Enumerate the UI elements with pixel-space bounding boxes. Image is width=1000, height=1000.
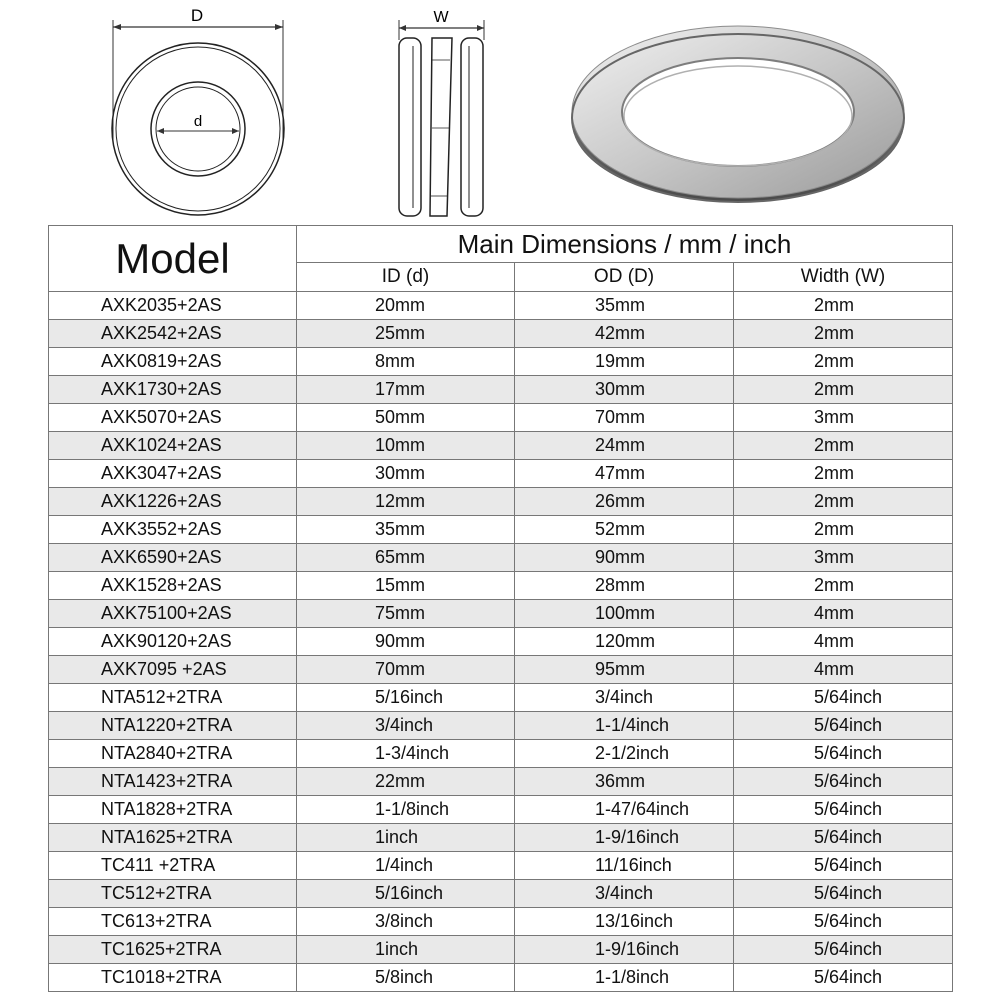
table-row: [49, 460, 953, 488]
id-cell: 1-1/8inch: [297, 796, 515, 824]
table-row: [49, 656, 953, 684]
table-row: [49, 376, 953, 404]
table-row: [49, 768, 953, 796]
product-figures: [0, 0, 1000, 225]
model-cell: AXK3552+2AS: [49, 516, 297, 544]
width-cell: 3mm: [734, 404, 953, 432]
dimension-table: [48, 225, 953, 992]
model-cell: NTA2840+2TRA: [49, 740, 297, 768]
thrust-bearing-photo-icon: [572, 26, 904, 202]
id-cell: 10mm: [297, 432, 515, 460]
width-cell: 4mm: [734, 628, 953, 656]
od-cell: 13/16inch: [515, 908, 734, 936]
id-cell: 20mm: [297, 292, 515, 320]
width-cell: 5/64inch: [734, 740, 953, 768]
model-cell: AXK90120+2AS: [49, 628, 297, 656]
width-cell: 5/64inch: [734, 796, 953, 824]
id-cell: 65mm: [297, 544, 515, 572]
width-cell: 4mm: [734, 656, 953, 684]
inner-diameter-label: d: [193, 113, 203, 130]
id-cell: 17mm: [297, 376, 515, 404]
table-row: [49, 684, 953, 712]
table-row: [49, 908, 953, 936]
od-cell: 90mm: [515, 544, 734, 572]
model-cell: AXK75100+2AS: [49, 600, 297, 628]
model-cell: TC512+2TRA: [49, 880, 297, 908]
od-cell: 26mm: [515, 488, 734, 516]
right-washer-outline: [461, 38, 483, 216]
width-cell: 5/64inch: [734, 880, 953, 908]
od-cell: 120mm: [515, 628, 734, 656]
id-cell: 70mm: [297, 656, 515, 684]
od-cell: 1-9/16inch: [515, 824, 734, 852]
table-body: [49, 292, 953, 992]
id-cell: 3/4inch: [297, 712, 515, 740]
table-row: [49, 852, 953, 880]
side-view-drawing: [399, 9, 484, 216]
table-row: [49, 348, 953, 376]
width-cell: 5/64inch: [734, 852, 953, 880]
id-column-header: ID (d): [297, 263, 515, 292]
table-row: [49, 516, 953, 544]
id-cell: 75mm: [297, 600, 515, 628]
model-column-header: Model: [49, 226, 297, 292]
od-column-header: OD (D): [515, 263, 734, 292]
width-cell: 2mm: [734, 488, 953, 516]
od-cell: 36mm: [515, 768, 734, 796]
table-row: [49, 432, 953, 460]
needle-cage-outline: [430, 38, 452, 216]
table-row: [49, 488, 953, 516]
model-cell: AXK2035+2AS: [49, 292, 297, 320]
model-cell: NTA1625+2TRA: [49, 824, 297, 852]
width-cell: 5/64inch: [734, 712, 953, 740]
table-row: [49, 628, 953, 656]
width-cell: 2mm: [734, 376, 953, 404]
od-cell: 1-9/16inch: [515, 936, 734, 964]
model-cell: TC1625+2TRA: [49, 936, 297, 964]
id-cell: 22mm: [297, 768, 515, 796]
od-cell: 19mm: [515, 348, 734, 376]
width-cell: 5/64inch: [734, 684, 953, 712]
table-row: [49, 936, 953, 964]
table-row: [49, 600, 953, 628]
model-cell: NTA1220+2TRA: [49, 712, 297, 740]
width-cell: 4mm: [734, 600, 953, 628]
id-cell: 15mm: [297, 572, 515, 600]
od-cell: 95mm: [515, 656, 734, 684]
width-cell: 2mm: [734, 348, 953, 376]
id-cell: 1/4inch: [297, 852, 515, 880]
id-cell: 35mm: [297, 516, 515, 544]
model-cell: AXK6590+2AS: [49, 544, 297, 572]
od-cell: 1-1/8inch: [515, 964, 734, 992]
od-cell: 42mm: [515, 320, 734, 348]
table-row: [49, 880, 953, 908]
model-cell: AXK0819+2AS: [49, 348, 297, 376]
od-cell: 24mm: [515, 432, 734, 460]
model-cell: AXK1024+2AS: [49, 432, 297, 460]
od-cell: 1-47/64inch: [515, 796, 734, 824]
table-row: [49, 796, 953, 824]
model-cell: AXK1226+2AS: [49, 488, 297, 516]
left-washer-outline: [399, 38, 421, 216]
od-cell: 28mm: [515, 572, 734, 600]
id-cell: 8mm: [297, 348, 515, 376]
od-cell: 1-1/4inch: [515, 712, 734, 740]
od-cell: 52mm: [515, 516, 734, 544]
id-cell: 90mm: [297, 628, 515, 656]
od-cell: 30mm: [515, 376, 734, 404]
id-cell: 25mm: [297, 320, 515, 348]
model-cell: AXK1528+2AS: [49, 572, 297, 600]
id-cell: 1inch: [297, 936, 515, 964]
width-cell: 5/64inch: [734, 936, 953, 964]
model-cell: TC1018+2TRA: [49, 964, 297, 992]
table-row: [49, 320, 953, 348]
id-cell: 5/16inch: [297, 880, 515, 908]
od-cell: 3/4inch: [515, 684, 734, 712]
width-cell: 3mm: [734, 544, 953, 572]
model-cell: AXK7095 +2AS: [49, 656, 297, 684]
front-view-drawing: [112, 6, 284, 215]
table-row: [49, 544, 953, 572]
table-row: [49, 964, 953, 992]
od-cell: 35mm: [515, 292, 734, 320]
table-row: [49, 740, 953, 768]
id-cell: 5/8inch: [297, 964, 515, 992]
id-cell: 3/8inch: [297, 908, 515, 936]
id-cell: 12mm: [297, 488, 515, 516]
model-cell: TC613+2TRA: [49, 908, 297, 936]
model-cell: AXK1730+2AS: [49, 376, 297, 404]
table-row: [49, 292, 953, 320]
id-cell: 5/16inch: [297, 684, 515, 712]
width-cell: 5/64inch: [734, 824, 953, 852]
width-cell: 5/64inch: [734, 768, 953, 796]
id-cell: 1-3/4inch: [297, 740, 515, 768]
model-cell: NTA512+2TRA: [49, 684, 297, 712]
od-cell: 100mm: [515, 600, 734, 628]
od-cell: 47mm: [515, 460, 734, 488]
model-cell: AXK3047+2AS: [49, 460, 297, 488]
model-cell: NTA1423+2TRA: [49, 768, 297, 796]
width-label: W: [433, 9, 449, 26]
width-cell: 2mm: [734, 460, 953, 488]
model-cell: TC411 +2TRA: [49, 852, 297, 880]
table-row: [49, 824, 953, 852]
model-cell: NTA1828+2TRA: [49, 796, 297, 824]
width-column-header: Width (W): [734, 263, 953, 292]
width-cell: 2mm: [734, 320, 953, 348]
outer-diameter-label: D: [190, 6, 204, 25]
id-cell: 1inch: [297, 824, 515, 852]
od-cell: 70mm: [515, 404, 734, 432]
table-row: [49, 712, 953, 740]
width-cell: 5/64inch: [734, 908, 953, 936]
width-cell: 5/64inch: [734, 964, 953, 992]
id-cell: 30mm: [297, 460, 515, 488]
model-cell: AXK5070+2AS: [49, 404, 297, 432]
od-cell: 2-1/2inch: [515, 740, 734, 768]
width-cell: 2mm: [734, 572, 953, 600]
id-cell: 50mm: [297, 404, 515, 432]
width-cell: 2mm: [734, 292, 953, 320]
table-row: [49, 404, 953, 432]
od-cell: 3/4inch: [515, 880, 734, 908]
main-dimensions-header: Main Dimensions / mm / inch: [297, 226, 953, 263]
width-cell: 2mm: [734, 516, 953, 544]
table-row: [49, 572, 953, 600]
width-cell: 2mm: [734, 432, 953, 460]
od-cell: 11/16inch: [515, 852, 734, 880]
model-cell: AXK2542+2AS: [49, 320, 297, 348]
